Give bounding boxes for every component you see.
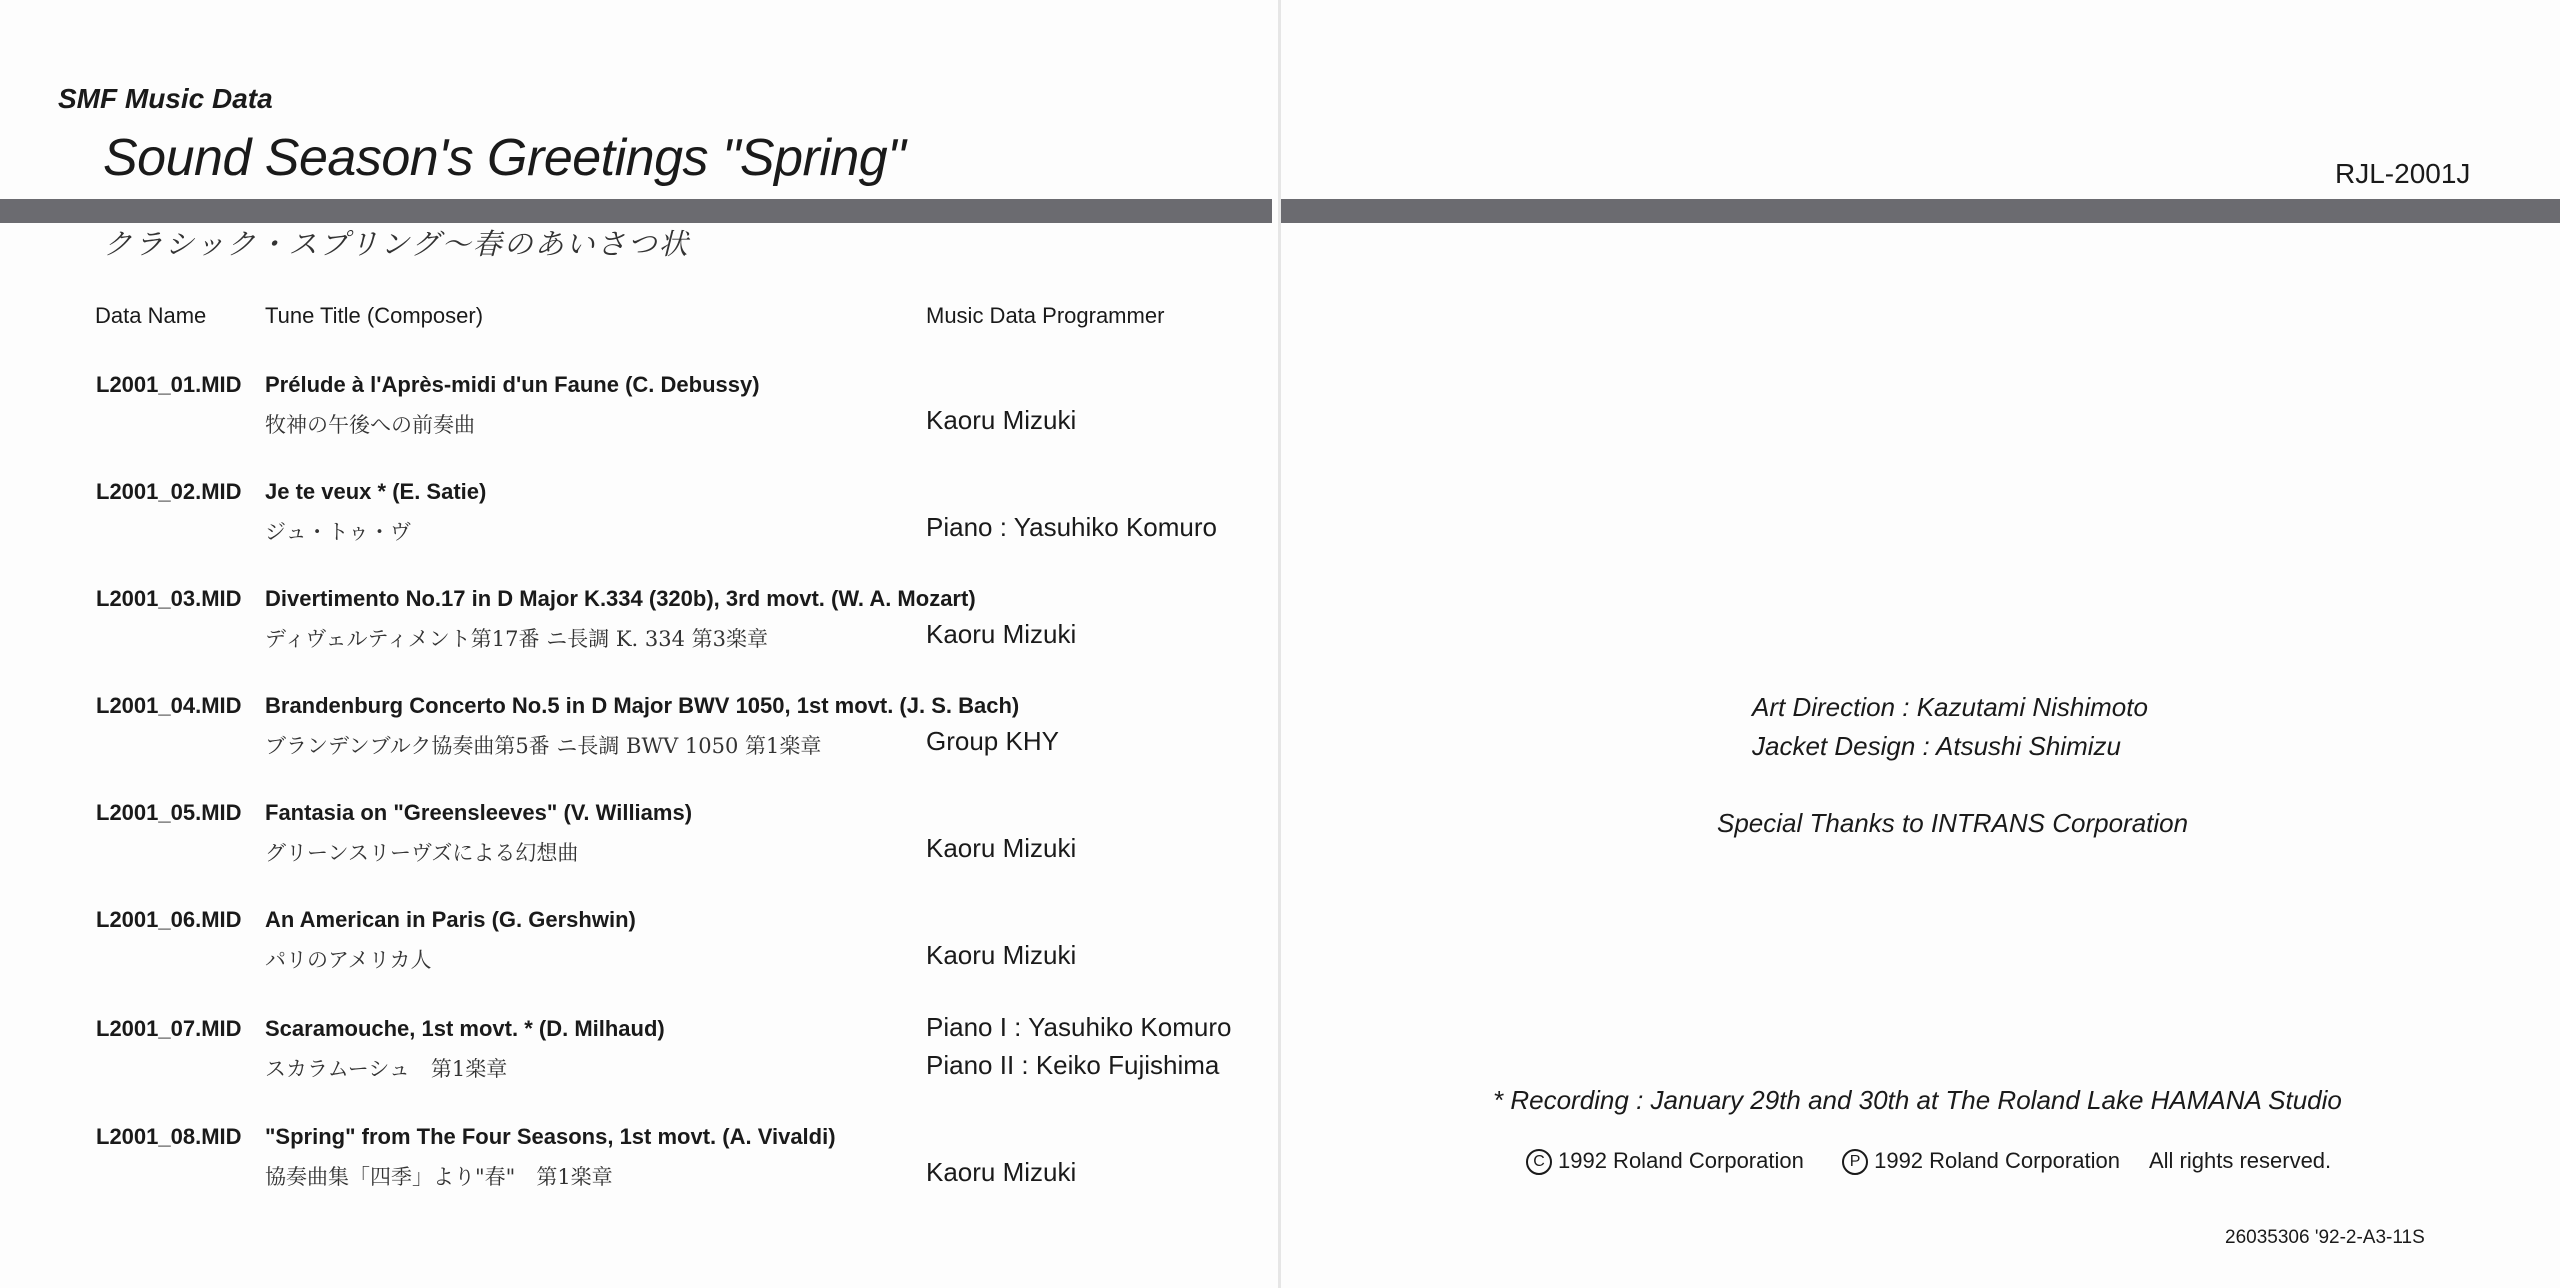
track-title-jp: ブランデンブルク協奏曲第5番 ニ長調 BWV 1050 第1楽章 — [265, 734, 822, 758]
track-title: Prélude à l'Après-midi d'un Faune (C. Debussy) — [265, 372, 760, 397]
track-title: Scaramouche, 1st movt. * (D. Milhaud) — [265, 1016, 665, 1041]
track-data-name: L2001_07.MID — [96, 1016, 242, 1041]
jacket-design-credit: Jacket Design : Atsushi Shimizu — [1752, 731, 2121, 761]
track-title-jp: 牧神の午後への前奏曲 — [265, 413, 475, 437]
track-data-name: L2001_04.MID — [96, 693, 242, 718]
track-data-name: L2001_06.MID — [96, 907, 242, 932]
copyright-symbol: C — [1526, 1149, 1552, 1175]
track-programmer: Kaoru Mizuki — [926, 940, 1077, 970]
track-data-name: L2001_01.MID — [96, 372, 242, 397]
album-subtitle-jp: クラシック・スプリング〜春のあいさつ状 — [103, 227, 690, 261]
track-data-name: L2001_05.MID — [96, 800, 242, 825]
col-header-data-name: Data Name — [95, 303, 207, 328]
track-title-jp: スカラムーシュ 第1楽章 — [265, 1057, 508, 1081]
track-title: Brandenburg Concerto No.5 in D Major BWV 1050, 1st movt. (J. S. Bach) — [265, 693, 1020, 718]
track-programmer: Piano I : Yasuhiko Komuro — [926, 1012, 1232, 1042]
track-title-jp: ディヴェルティメント第17番 ニ長調 K. 334 第3楽章 — [265, 627, 769, 651]
track-programmer: Kaoru Mizuki — [926, 405, 1077, 435]
track-title: Fantasia on "Greensleeves" (V. Williams) — [265, 800, 693, 825]
header-band-left — [0, 199, 1272, 223]
track-title-jp: 協奏曲集「四季」より"春" 第1楽章 — [265, 1165, 613, 1189]
track-programmer: Group KHY — [926, 726, 1059, 756]
track-programmer-2: Piano II : Keiko Fujishima — [926, 1050, 1220, 1080]
copyright-text: 1992 Roland Corporation — [1558, 1148, 1804, 1173]
rights-text: All rights reserved. — [2148, 1148, 2332, 1173]
header-band-right — [1281, 199, 2560, 223]
track-programmer: Kaoru Mizuki — [926, 1157, 1077, 1187]
track-data-name: L2001_03.MID — [96, 586, 242, 611]
art-direction-credit: Art Direction : Kazutami Nishimoto — [1752, 692, 2148, 722]
track-title: Je te veux * (E. Satie) — [265, 479, 487, 504]
phonogram-text: 1992 Roland Corporation — [1874, 1148, 2120, 1173]
track-title: An American in Paris (G. Gershwin) — [265, 907, 636, 932]
track-title: Divertimento No.17 in D Major K.334 (320b), 3rd movt. (W. A. Mozart) — [265, 586, 976, 611]
track-title: "Spring" from The Four Seasons, 1st movt. (A. Vivaldi) — [265, 1124, 836, 1149]
track-title-jp: パリのアメリカ人 — [265, 948, 432, 972]
track-data-name: L2001_08.MID — [96, 1124, 242, 1149]
special-thanks: Special Thanks to INTRANS Corporation — [1717, 808, 2189, 838]
copyright-line — [1526, 1148, 2331, 1175]
track-title-jp: ジュ・トゥ・ヴ — [265, 520, 412, 544]
track-data-name: L2001_02.MID — [96, 479, 242, 504]
col-header-tune-title: Tune Title (Composer) — [265, 303, 484, 328]
serial-number: 26035306 '92-2-A3-11S — [2225, 1227, 2425, 1248]
recording-note: * Recording : January 29th and 30th at The Roland Lake HAMANA Studio — [1493, 1085, 2342, 1115]
track-title-jp: グリーンスリーヴズによる幻想曲 — [265, 841, 579, 865]
phonogram-symbol: P — [1842, 1149, 1868, 1175]
track-programmer: Kaoru Mizuki — [926, 619, 1077, 649]
catalog-code: RJL-2001J — [2335, 158, 2471, 189]
track-programmer: Kaoru Mizuki — [926, 833, 1077, 863]
fold-line — [1278, 0, 1281, 1288]
track-programmer: Piano : Yasuhiko Komuro — [926, 512, 1217, 542]
col-header-programmer: Music Data Programmer — [926, 303, 1165, 328]
smf-label: SMF Music Data — [58, 83, 273, 114]
album-title: Sound Season's Greetings "Spring" — [103, 129, 906, 187]
